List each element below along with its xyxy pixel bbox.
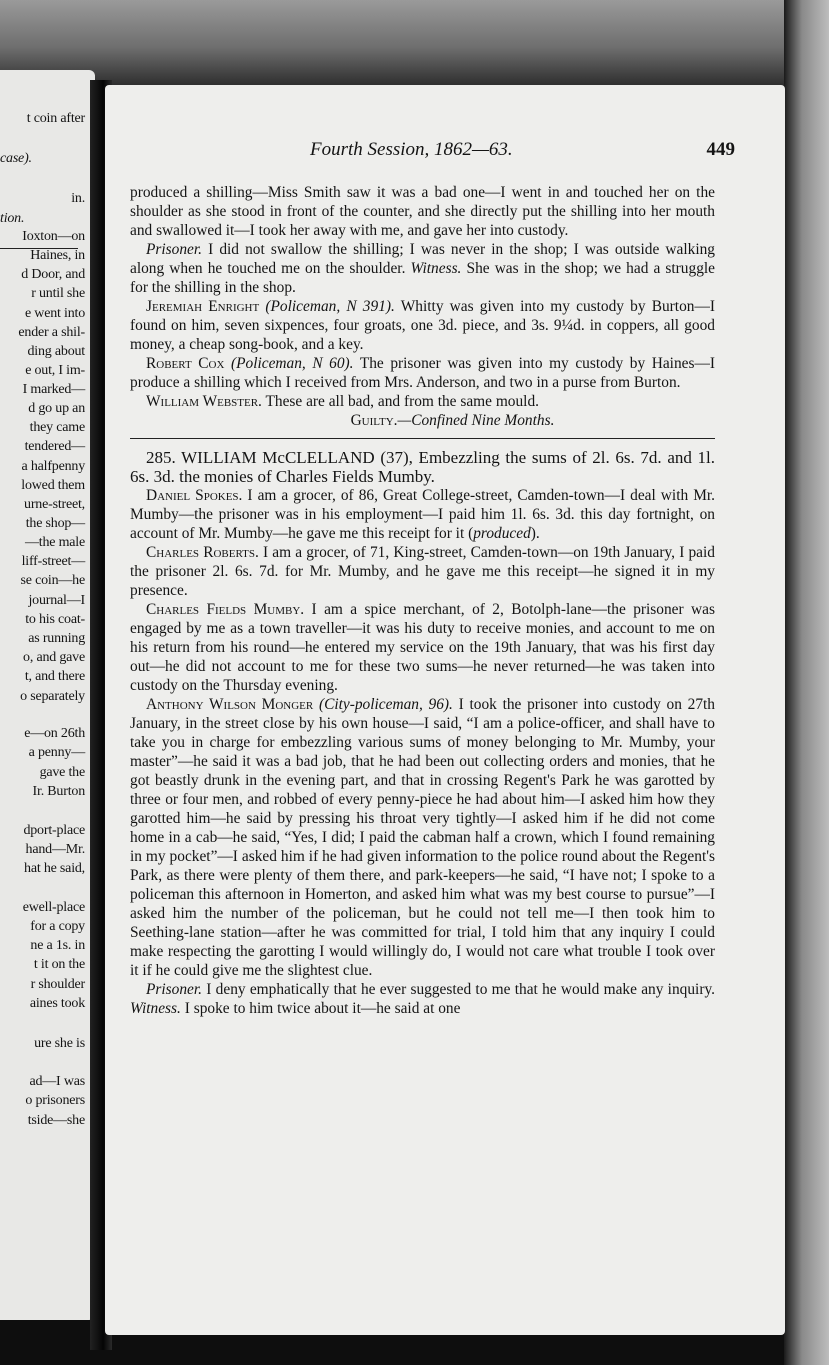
left-page-line: t coin after — [26, 111, 85, 126]
left-page-line: for a copy — [30, 919, 85, 934]
left-page-fragment — [0, 70, 95, 1320]
paragraph — [130, 392, 715, 411]
paragraph-text: These are all bad, and from the same mould. — [261, 393, 540, 410]
left-page-line: se coin—he — [20, 573, 85, 588]
left-page-line: to his coat- — [25, 612, 85, 627]
paragraph-text: I am a grocer, of 86, Great College-street, Camden-town—I deal with Mr. Mumby—the prisoner was in his employment—I paid him 1l. 6s. 3d. this day fortnight, on account of Mr. Mumby—he gave me this receipt for it ( — [130, 487, 716, 542]
left-page-line: as running — [28, 631, 85, 646]
left-page-line: ding about — [27, 344, 85, 359]
left-page-line: Haines, in — [30, 248, 85, 263]
paragraph-text: I spoke to him twice about it—he said at one — [180, 1000, 461, 1017]
verdict — [130, 411, 715, 430]
paragraph — [130, 486, 715, 543]
left-page-line: ne a 1s. in — [30, 938, 85, 953]
witness-name: Charles Fields Mumby. — [146, 601, 305, 618]
speaker-label: Prisoner. — [146, 981, 203, 998]
left-page-line: —the male — [24, 535, 85, 550]
paragraph — [130, 354, 715, 392]
left-page-line: hat he said, — [24, 861, 85, 876]
paragraph — [130, 183, 715, 240]
paragraph — [130, 600, 715, 695]
left-page-line: a penny— — [28, 745, 85, 760]
left-page-line: aines took — [29, 996, 85, 1011]
left-page-line: ure she is — [34, 1036, 85, 1051]
sentence: —Confined Nine Months. — [397, 412, 555, 429]
left-page-line: dport-place — [23, 823, 85, 838]
defendant-name: WILLIAM McCLELLAND — [181, 448, 375, 467]
speaker-label: Prisoner. — [146, 241, 203, 258]
left-page-line: r until she — [31, 286, 85, 301]
witness-name: William Webster. — [146, 393, 262, 410]
left-page-line: Ioxton—on — [22, 229, 85, 244]
left-page-line: o, and gave — [23, 650, 85, 665]
paragraph-text: I am a spice merchant, of 2, Botolph-lane—the prisoner was engaged by me as a town traveller—it was his duty to receive monies, and account to me on his return from his round—he entered my service on the 19th January, that was his first day out—he did not account to me for these two sums—he never returned—he was taken into custody on the Thursday evening. — [130, 601, 715, 694]
left-page-line: journal—I — [28, 593, 85, 608]
paragraph — [130, 695, 715, 980]
left-page-line: gave the — [39, 765, 85, 780]
left-page-line: o separately — [20, 689, 85, 704]
witness-role: (City-policeman, 96). — [318, 696, 453, 713]
left-page-line: r shoulder — [30, 977, 85, 992]
speaker-label: Witness. — [130, 1000, 181, 1017]
speaker-label: Witness. — [410, 260, 462, 277]
left-page-line: o prisoners — [25, 1093, 85, 1108]
left-page-line: t it on the — [33, 957, 85, 972]
left-page-line: lowed them — [21, 478, 85, 493]
verdict-label: Guilty. — [350, 412, 398, 429]
case-heading — [130, 448, 715, 486]
book-page — [105, 85, 785, 1335]
paragraph-text: I did not swallow the shilling; I was never in the shop; I was outside walking along when he touched me on the shoulder. — [130, 241, 715, 277]
left-page-line: d go up an — [28, 401, 85, 416]
witness-name: Anthony Wilson Monger — [146, 696, 314, 713]
page-header — [105, 139, 785, 163]
left-page-line: they came — [29, 420, 85, 435]
left-page-line: case). — [0, 151, 32, 166]
paragraph-text: ). — [530, 525, 540, 542]
left-page-line: e out, I im- — [25, 363, 85, 378]
left-page-line: ender a shil- — [18, 325, 85, 340]
left-page-line: Ir. Burton — [32, 784, 85, 799]
paragraph-text: The prisoner was given into my custody by Haines—I produce a shilling which I received from Mrs. Anderson, and two in a purse from Burton. — [130, 355, 715, 391]
paragraph-text: I deny emphatically that he ever suggested to me that he would make any inquiry. — [202, 981, 715, 998]
left-page-line: liff-street— — [21, 554, 85, 569]
paragraph — [130, 240, 715, 297]
witness-role: (Policeman, N 391). — [265, 298, 395, 315]
scan-background-edge — [784, 0, 829, 1365]
paragraph-text: produced — [473, 525, 531, 542]
paragraph-text: produced a shilling—Miss Smith saw it was a bad one—I went in and touched her on the shoulder as she stood in front of the counter, and she directly put the shilling into her mouth and swallowed it—I took her away with me, and gave her into custody. — [130, 184, 715, 239]
case-number: 285. — [146, 448, 182, 467]
left-page-line: ad—I was — [29, 1074, 85, 1089]
charge-text: (37), Embezzling the sums of 2l. 6s. 7d. and 1l. 6s. 3d. the monies of Charles Fields Mumby. — [130, 448, 715, 486]
page-number: 449 — [706, 139, 735, 160]
left-page-line: a halfpenny — [21, 459, 85, 474]
paragraph — [130, 543, 715, 600]
left-page-line: urne-street, — [24, 497, 85, 512]
paragraph-text: I am a grocer, of 71, King-street, Camden-town—on 19th January, I paid the prisoner 2l. 6s. 7d. for Mr. Mumby, and he gave me this receipt—he signed it in my presence. — [130, 544, 715, 599]
paragraph — [130, 980, 715, 1018]
left-page-line: tion. — [0, 211, 25, 226]
left-page-line: e—on 26th — [24, 726, 85, 741]
paragraph — [130, 297, 715, 354]
left-page-line: d Door, and — [21, 267, 85, 282]
running-title: Fourth Session, 1862—63. — [310, 139, 513, 160]
left-page-line: ewell-place — [22, 900, 85, 915]
case-divider — [130, 438, 715, 439]
witness-name: Daniel Spokes. — [146, 487, 243, 504]
left-page-line: t, and there — [24, 669, 85, 684]
page-body — [130, 183, 715, 1018]
paragraph-text: Whitty was given into my custody by Burton—I found on him, seven sixpences, four groats, one 3d. piece, and 3s. 9¼d. in coppers, all good money, a cheap song-book, and a key. — [130, 298, 715, 353]
left-page-line: the shop— — [25, 516, 85, 531]
witness-role: (Policeman, N 60). — [230, 355, 354, 372]
left-page-line: e went into — [24, 306, 85, 321]
witness-name: Charles Roberts. — [146, 544, 259, 561]
witness-name: Jeremiah Enright — [146, 298, 260, 315]
left-page-line: tside—she — [27, 1113, 85, 1128]
paragraph-text: She was in the shop; we had a struggle for the shilling in the shop. — [130, 260, 715, 296]
scan-background-top — [0, 0, 829, 95]
left-page-line: I marked— — [22, 382, 85, 397]
witness-name: Robert Cox — [146, 355, 225, 372]
left-page-line: in. — [71, 191, 85, 206]
paragraph-text: I took the prisoner into custody on 27th January, in the street close by his own house—I said, “I am a police-officer, and shall have to take you in charge for embezzling various sums of money belonging to Mr. Mumby, your master”—he said it was a bad job, that he had been out collecting orders and monies, that he got beastly drunk in the evening part, and that in crossing Regent's Park he was garotted by three or four men, and robbed of every penny-piece he had about him—I asked him how they garotted him—he said by pressing his throat very tightly—I asked him if he did not come home in a cab—he said, “Yes, I did; I paid the cabman half a crown, which I found remaining in my pocket”—I asked him if he had given information to the police round about the Regent's Park, as there were plenty of them there, and park-keepers—he said, “I have not; I spoke to a policeman this afternoon in Homerton, and asked him what was my best course to pursue”—I asked him the number of the policeman, but he could not tell me—I then took him to Seething-lane station—after he was committed for trial, I told him that any inquiry I could make respecting the garotting I would willingly do, I would not care what trouble I took over it if he could give me the slightest clue. — [130, 696, 715, 979]
left-page-line: tendered— — [24, 439, 85, 454]
left-page-line: hand—Mr. — [25, 842, 85, 857]
